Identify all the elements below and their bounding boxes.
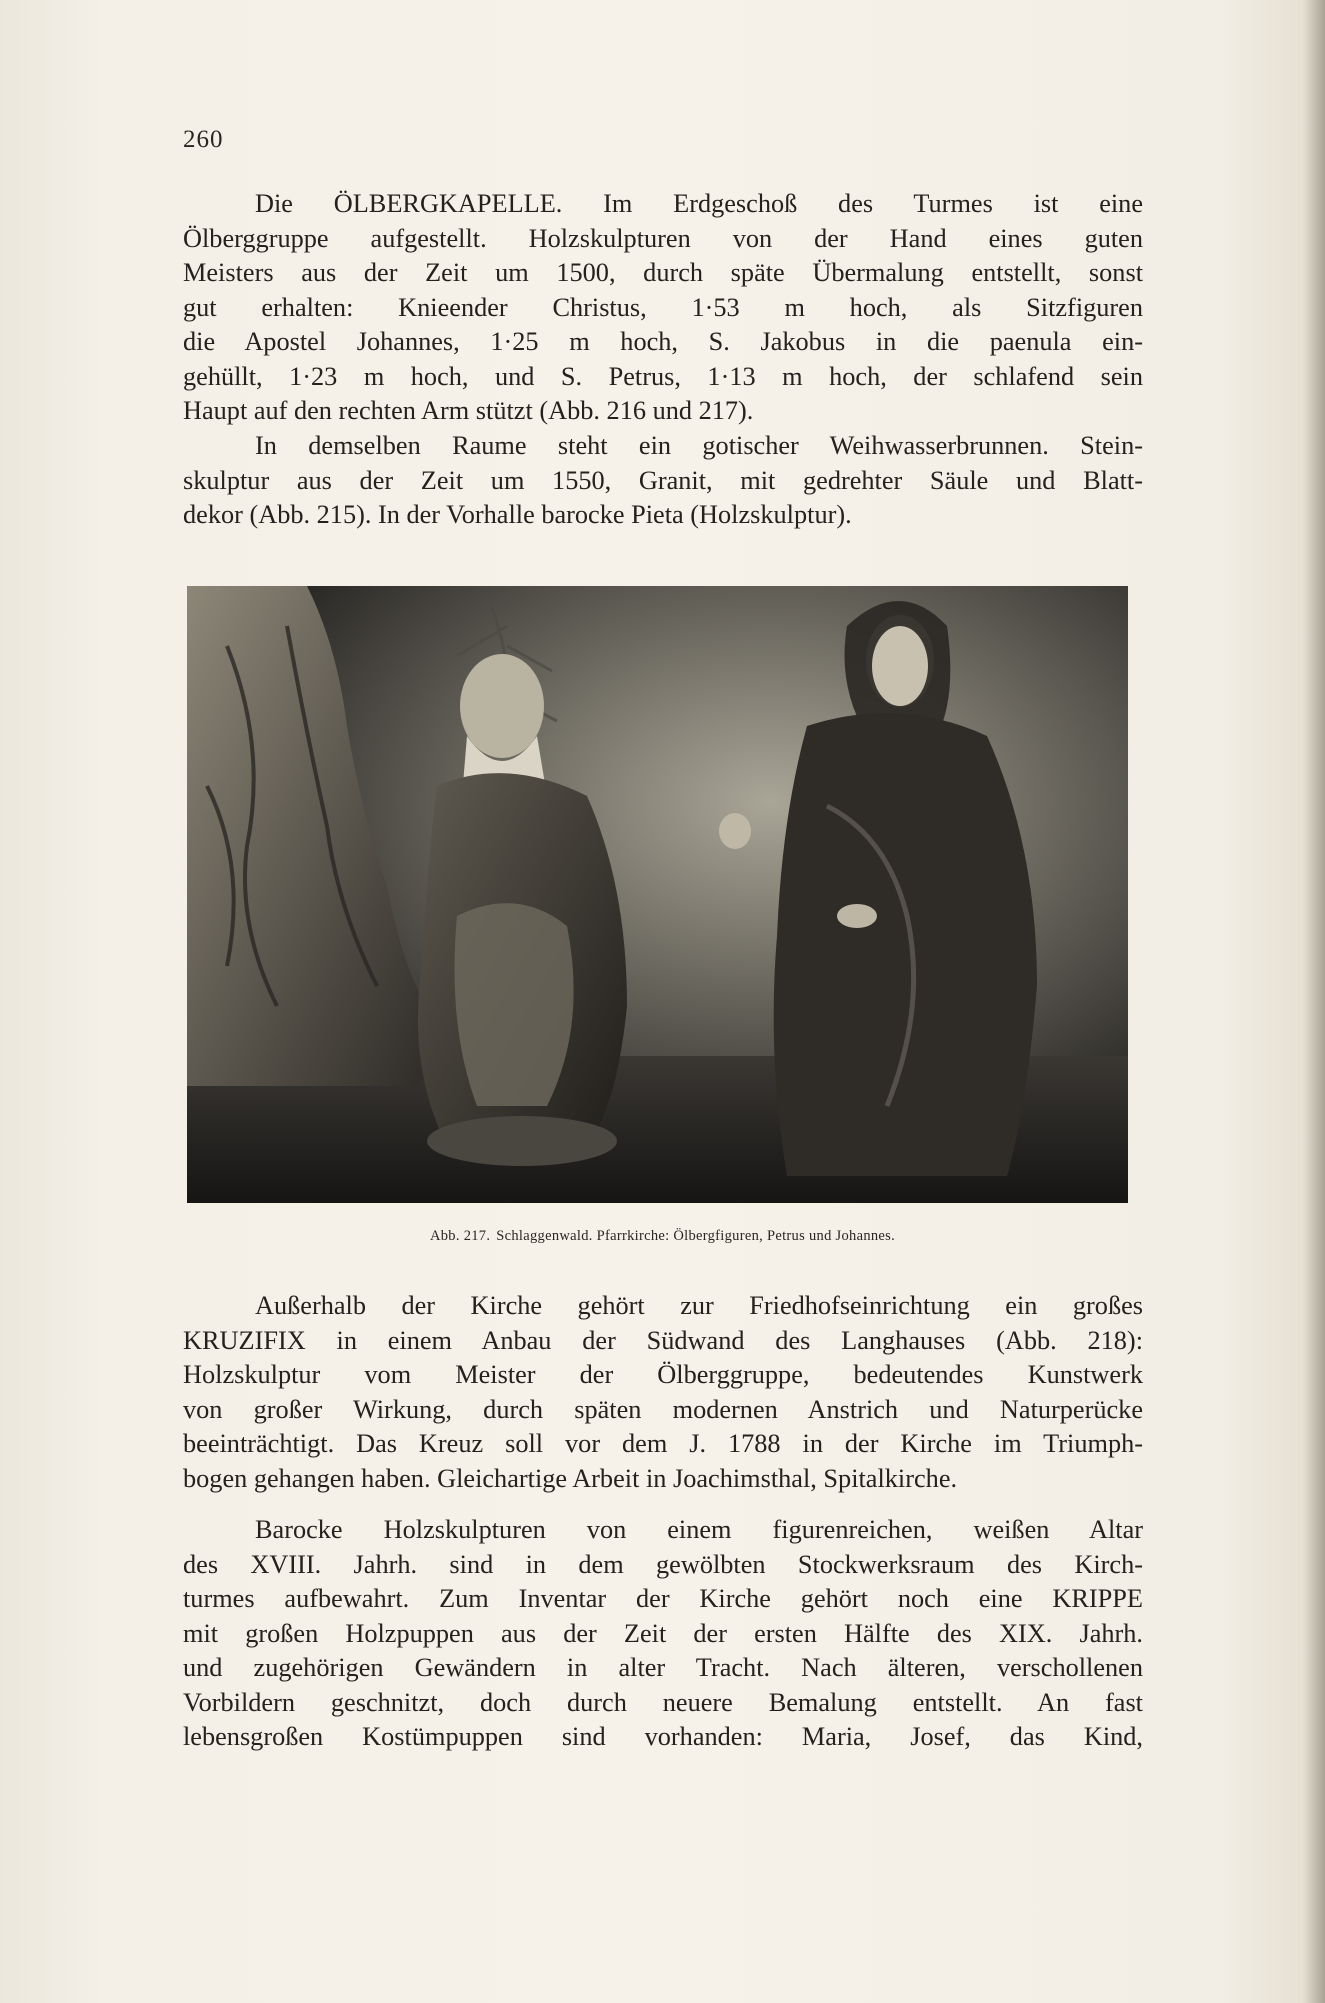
photo-head-petrus [460,654,544,758]
text-line: Die ÖLBERGKAPELLE. Im Erdgeschoß des Turmes ist eine [255,189,1143,218]
figure-photograph [187,586,1128,1203]
text-paragraph-kruzifix [183,1289,1143,1496]
text-line: mit großen Holzpuppen aus der Zeit der ersten Hälfte des XIX. Jahrh. [183,1618,1143,1648]
text-line: und zugehörigen Gewändern in alter Tracht. Nach älteren, verschollenen [183,1653,1143,1682]
text-line: Barocke Holzskulpturen von einem figurenreichen, weißen Altar [255,1515,1143,1544]
text-paragraph-krippe [183,1513,1143,1755]
text-paragraph-oelbergkapelle [183,187,1143,429]
text-line: Haupt auf den rechten Arm stützt (Abb. 216 und 217). [183,396,754,425]
text-line: bogen gehangen haben. Gleichartige Arbeit in Joachimsthal, Spitalkirche. [183,1463,958,1493]
text-line: KRUZIFIX in einem Anbau der Südwand des Langhauses (Abb. 218): [183,1325,1143,1355]
text-line: turmes aufbewahrt. Zum Inventar der Kirche gehört noch eine KRIPPE [183,1584,1143,1613]
text-line: von großer Wirkung, durch späten modernen Anstrich und Naturperücke [183,1394,1143,1424]
figure-caption [0,1228,1325,1245]
page-number: 260 [183,126,224,153]
photo-knee-petrus [455,903,574,1106]
photo-face-johannes [872,626,928,706]
photo-hand-johannes-2 [719,813,751,849]
text-line: die Apostel Johannes, 1·25 m hoch, S. Jakobus in die paenula ein- [183,327,1143,356]
text-line: gehüllt, 1·23 m hoch, und S. Petrus, 1·13 m hoch, der schlafend sein [183,361,1143,391]
text-line: In demselben Raume steht ein gotischer Weihwasserbrunnen. Stein- [255,431,1143,460]
text-line: Außerhalb der Kirche gehört zur Friedhofseinrichtung ein großes [255,1291,1143,1320]
text-line: Vorbildern geschnitzt, doch durch neuere Bemalung entstellt. An fast [183,1687,1143,1717]
text-line: dekor (Abb. 215). In der Vorhalle barocke Pieta (Holzskulptur). [183,500,852,529]
text-line: gut erhalten: Knieender Christus, 1·53 m hoch, als Sitzfiguren [183,292,1143,322]
text-paragraph-weihwasserbrunnen [183,429,1143,533]
figure-caption-text: Schlaggenwald. Pfarrkirche: Ölbergfiguren, Petrus und Johannes. [496,1228,896,1244]
text-line: Meisters aus der Zeit um 1500, durch späte Übermalung entstellt, sonst [183,258,1143,287]
text-line: des XVIII. Jahrh. sind in dem gewölbten Stockwerksraum des Kirch- [183,1549,1143,1579]
photo-hand-johannes [837,904,877,928]
text-line: lebensgroßen Kostümpuppen sind vorhanden: Maria, Josef, das Kind, [183,1722,1143,1751]
figure-caption-label: Abb. 217. [429,1228,491,1244]
text-line: beeinträchtigt. Das Kreuz soll vor dem J. 1788 in der Kirche im Triumph- [183,1429,1143,1458]
photograph-sculptures [187,586,1128,1203]
text-line: skulptur aus der Zeit um 1550, Granit, mit gedrehter Säule und Blatt- [183,465,1143,495]
photo-figure-johannes [774,713,1037,1176]
page-edge-shadow [1303,0,1325,2003]
photo-base-petrus [427,1116,617,1166]
text-line: Holzskulptur vom Meister der Ölberggruppe, bedeutendes Kunstwerk [183,1360,1143,1389]
text-line: Ölberggruppe aufgestellt. Holzskulpturen von der Hand eines guten [183,223,1143,253]
